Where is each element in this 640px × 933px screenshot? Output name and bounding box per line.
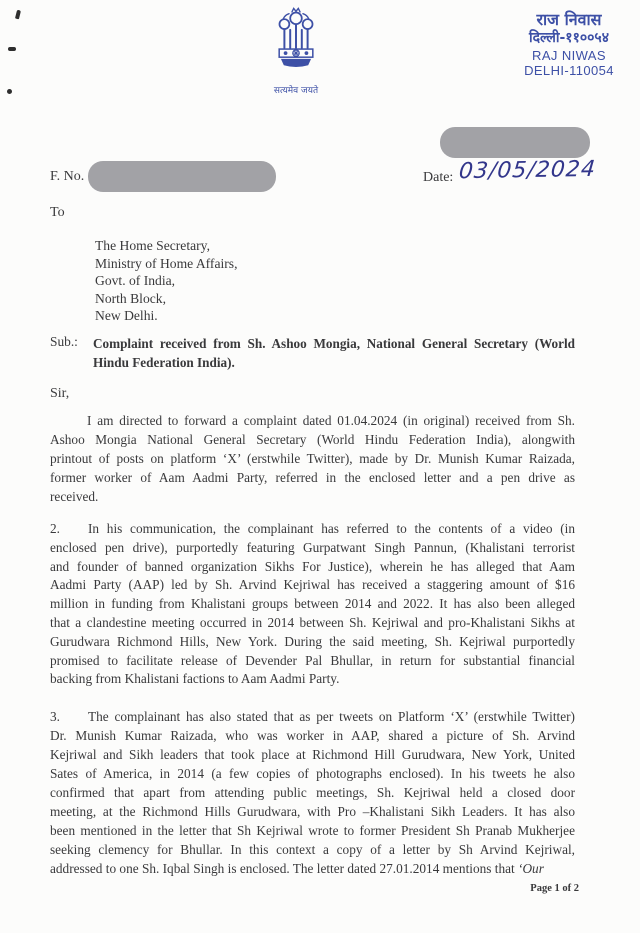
- address-line: New Delhi.: [95, 308, 158, 324]
- office-name-hindi: राज निवास: [536, 10, 602, 29]
- redaction-file-number-box: [88, 161, 276, 192]
- paragraph-line: meeting, at the Richmond Hills Gurudwara, with Pro –Khalistani Sikh Leaders. It has also: [50, 804, 575, 819]
- paragraph-line: Aadmi Party (AAP) led by Sh. Arvind Kejriwal has received a staggering amount of $16: [50, 577, 575, 593]
- greeting: Sir,: [50, 386, 70, 401]
- to-label: To: [50, 205, 65, 220]
- office-city-hindi: दिल्ली-११००५४: [529, 30, 609, 46]
- redaction-stamp-box: [440, 127, 590, 158]
- paragraph-line: Gurudwara Richmond Hills, New York. During the said meeting, Sh. Kejriwal purportedly: [50, 633, 575, 649]
- paragraph-line: enclosed pen drive), purportedly featuring Gurpatwant Singh Pannun, (Khalistani terrorist: [50, 539, 575, 555]
- address-line: Govt. of India,: [95, 273, 176, 289]
- scan-artifact: [7, 89, 12, 94]
- paragraph-line: 2. In his communication, the complainant has referred to the contents of a video (in: [50, 520, 575, 539]
- address-line: North Block,: [95, 290, 166, 306]
- letterhead-emblem: [240, 6, 352, 96]
- address-line: Ministry of Home Affairs,: [95, 255, 238, 271]
- paragraph-line: addressed to one Sh. Iqbal Singh is enclosed. The letter dated 27.01.2014 mentions that ‘Our: [50, 861, 544, 876]
- paragraph-number: 2.: [50, 521, 60, 536]
- file-number-label: F. No.: [50, 169, 85, 184]
- paragraph-line: confirmed that apart from attending public meetings, Sh. Kejriwal held a closed door: [50, 785, 575, 800]
- paragraph-line: promised to facilitate release of Devender Pal Bhullar, in return for substantial financial: [50, 652, 575, 668]
- subject-row: [50, 334, 575, 372]
- paragraph-line: received.: [50, 489, 99, 504]
- paragraph-line: backing from Khalistani factions to Aam Aadmi Party.: [50, 671, 340, 687]
- address-line: The Home Secretary,: [95, 238, 210, 253]
- scan-artifact: [8, 47, 16, 51]
- addressee-block: [95, 237, 237, 325]
- body-paragraph-3: [50, 707, 575, 878]
- paragraph-line: printout of posts on platform ‘X’ (erstwhile Twitter), made by Dr. Munish Kumar Raizada,: [50, 451, 575, 466]
- paragraph-line: I am directed to forward a complaint dated 01.04.2024 (in original) received from Sh.: [87, 413, 575, 428]
- scan-artifact: [15, 10, 21, 20]
- office-name-english: RAJ NIWAS: [532, 48, 606, 63]
- subject-label: Sub.:: [50, 334, 78, 349]
- handwritten-date: 03/05/2024: [457, 156, 598, 185]
- paragraph-line: and founder of banned organization Sikhs For Justice), wherein he has alleged that Aam: [50, 558, 575, 574]
- paragraph-line: 3. The complainant has also stated that as per tweets on Platform ‘X’ (erstwhile Twitter): [50, 709, 575, 724]
- body-paragraph-1: [50, 411, 575, 506]
- paragraph-line: Dr. Munish Kumar Raizada, who was worker in AAP, shared a picture of Sh. Arvind: [50, 728, 575, 743]
- paragraph-line: Kejriwal and Sikh leaders that took place at Richmond Hill Gurudwara, New York, United: [50, 747, 575, 762]
- subject-text: [93, 334, 575, 372]
- page-number: Page 1 of 2: [530, 883, 579, 894]
- subject-line: Complaint received from Sh. Ashoo Mongia, National General Secretary (World: [93, 336, 575, 351]
- paragraph-line: Sates of America, in 2014 (a few copies of photographs enclosed). In his tweets he also: [50, 766, 575, 781]
- state-emblem-icon: [267, 6, 325, 84]
- body-paragraph-2: [50, 520, 575, 689]
- paragraph-number: 3.: [50, 709, 60, 724]
- office-city-english: DELHI-110054: [524, 63, 614, 78]
- emblem-motto: सत्यमेव जयते: [273, 86, 319, 96]
- paragraph-line: Ashoo Mongia National General Secretary (World Hindu Federation India), alongwith: [50, 432, 575, 447]
- subject-line: Hindu Federation India).: [93, 355, 235, 370]
- paragraph-line: former worker of Aam Aadmi Party, referred in the enclosed letter and a pen drive as: [50, 470, 575, 485]
- paragraph-line: seeking clemency for Bhullar. In this context a copy of a letter by Sh Arvind Kejriwal,: [50, 842, 575, 857]
- date-label: Date:: [423, 170, 454, 185]
- paragraph-line: million in funding from Khalistani groups between 2014 and 2022. It has also been alleged: [50, 596, 575, 612]
- paragraph-line: that a clandestine meeting occurred in 2014 between Sh. Kejriwal and pro-Khalistani Sikhs at: [50, 614, 575, 630]
- paragraph-line: been mentioned in the letter that Sh Kejriwal wrote to former President Sh Pranab Mukherjee: [50, 823, 575, 838]
- letterhead-office-block: [505, 10, 633, 78]
